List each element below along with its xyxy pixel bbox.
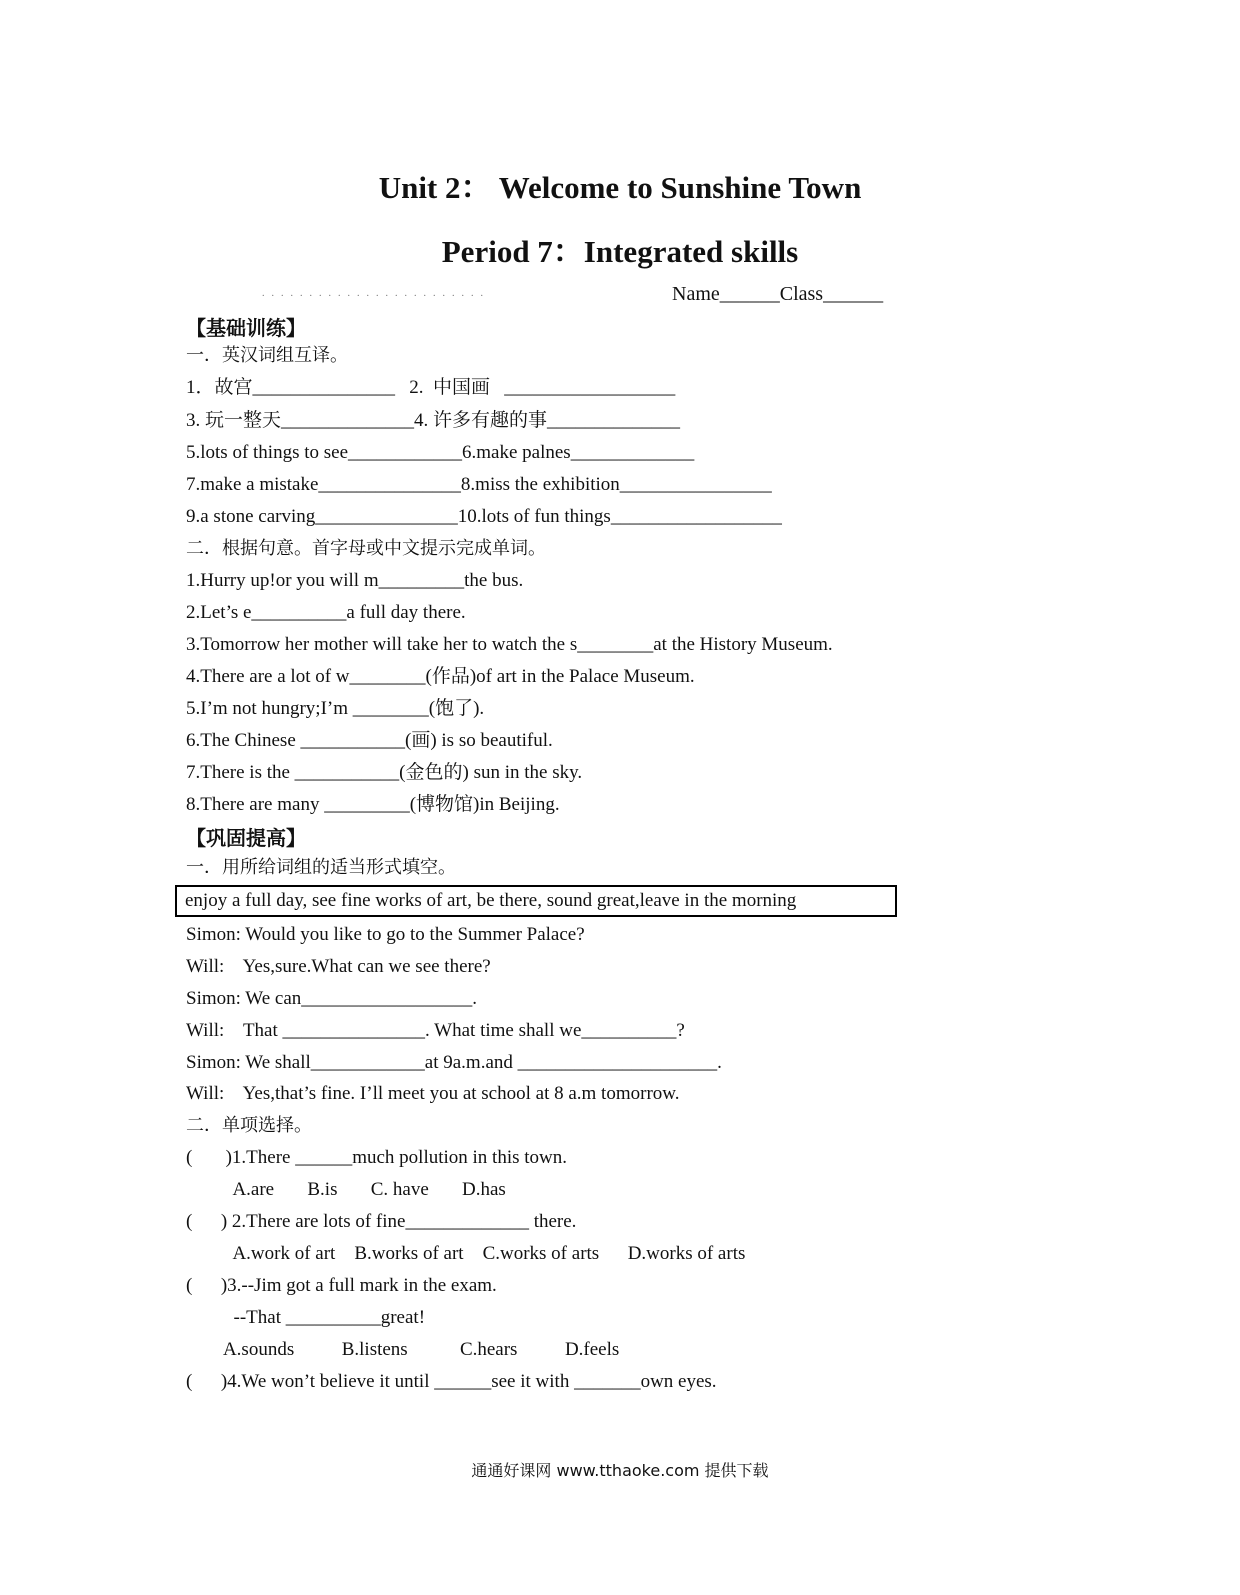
exercise-line: 1.Hurry up!or you will m_________the bus. [186, 570, 524, 591]
dialogue-line: Simon: We can__________________. [186, 988, 478, 1009]
dialogue-line: Simon: We shall____________at 9a.m.and _____________________. [186, 1052, 722, 1073]
page-title: Unit 2： Welcome to Sunshine Town [378, 170, 862, 205]
exercise-line: 9.a stone carving_______________10.lots of fun things__________________ [186, 506, 782, 527]
exercise-line: 3.Tomorrow her mother will take her to watch the s________at the History Museum. [186, 634, 833, 655]
exercise-line: 5.lots of things to see____________6.make palnes_____________ [186, 442, 695, 463]
options-line: A.work of art B.works of art C.works of arts D.works of arts [186, 1243, 746, 1264]
dialogue-line: Will: Yes,that’s fine. I’ll meet you at school at 8 a.m tomorrow. [186, 1083, 680, 1104]
dialogue-line: Will: That _______________. What time shall we__________? [186, 1020, 685, 1041]
section-heading-advanced: 【巩固提高】 [186, 826, 306, 850]
exercise-line: 3. 玩一整天______________4. 许多有趣的事______________ [186, 410, 681, 431]
footer: 通通好课网 www.tthaoke.com 提供下载 [471, 1461, 769, 1480]
exercise-line: 5.I’m not hungry;I’m ________(饱了). [186, 698, 485, 719]
exercise-line: 7.make a mistake_______________8.miss the exhibition________________ [186, 474, 772, 495]
exercise-line: 6.The Chinese ___________(画) is so beautiful. [186, 730, 553, 751]
dialogue-line: Simon: Would you like to go to the Summer Palace? [186, 924, 585, 945]
question-line: ( )1.There ______much pollution in this town. [186, 1147, 568, 1168]
dialogue-line: Will: Yes,sure.What can we see there? [186, 956, 491, 977]
name-class-field: Name______Class______ [672, 283, 884, 305]
exercise-line: 8.There are many _________(博物馆)in Beijing. [186, 794, 560, 815]
question-line: ( )4.We won’t believe it until ______see it with _______own eyes. [186, 1371, 717, 1392]
exercise-line: 7.There is the ___________(金色的) sun in the sky. [186, 762, 583, 783]
question-line: ( ) 2.There are lots of fine_____________ there. [186, 1211, 577, 1232]
page-subtitle: Period 7：Integrated skills [441, 234, 799, 269]
exercise-line: 4.There are a lot of w________(作品)of art in the Palace Museum. [186, 666, 695, 687]
dotted-line: ........................ [262, 288, 490, 299]
options-line: A.sounds B.listens C.hears D.feels [186, 1339, 620, 1360]
exercise-title: 二．单项选择。 [186, 1115, 312, 1136]
exercise-title: 二．根据句意。首字母或中文提示完成单词。 [186, 538, 546, 559]
word-bank-box [175, 885, 897, 917]
exercise-line: 1．故宫_______________ 2. 中国画 __________________ [186, 377, 676, 398]
word-bank-text: enjoy a full day, see fine works of art, be there, sound great,leave in the morning [185, 890, 797, 911]
question-line: --That __________great! [186, 1307, 426, 1328]
section-heading-basic: 【基础训练】 [186, 316, 306, 340]
exercise-title: 一．英汉词组互译。 [186, 345, 348, 366]
exercise-line: 2.Let’s e__________a full day there. [186, 602, 466, 623]
options-line: A.are B.is C. have D.has [186, 1179, 506, 1200]
exercise-title: 一．用所给词组的适当形式填空。 [186, 857, 456, 878]
question-line: ( )3.--Jim got a full mark in the exam. [186, 1275, 497, 1296]
